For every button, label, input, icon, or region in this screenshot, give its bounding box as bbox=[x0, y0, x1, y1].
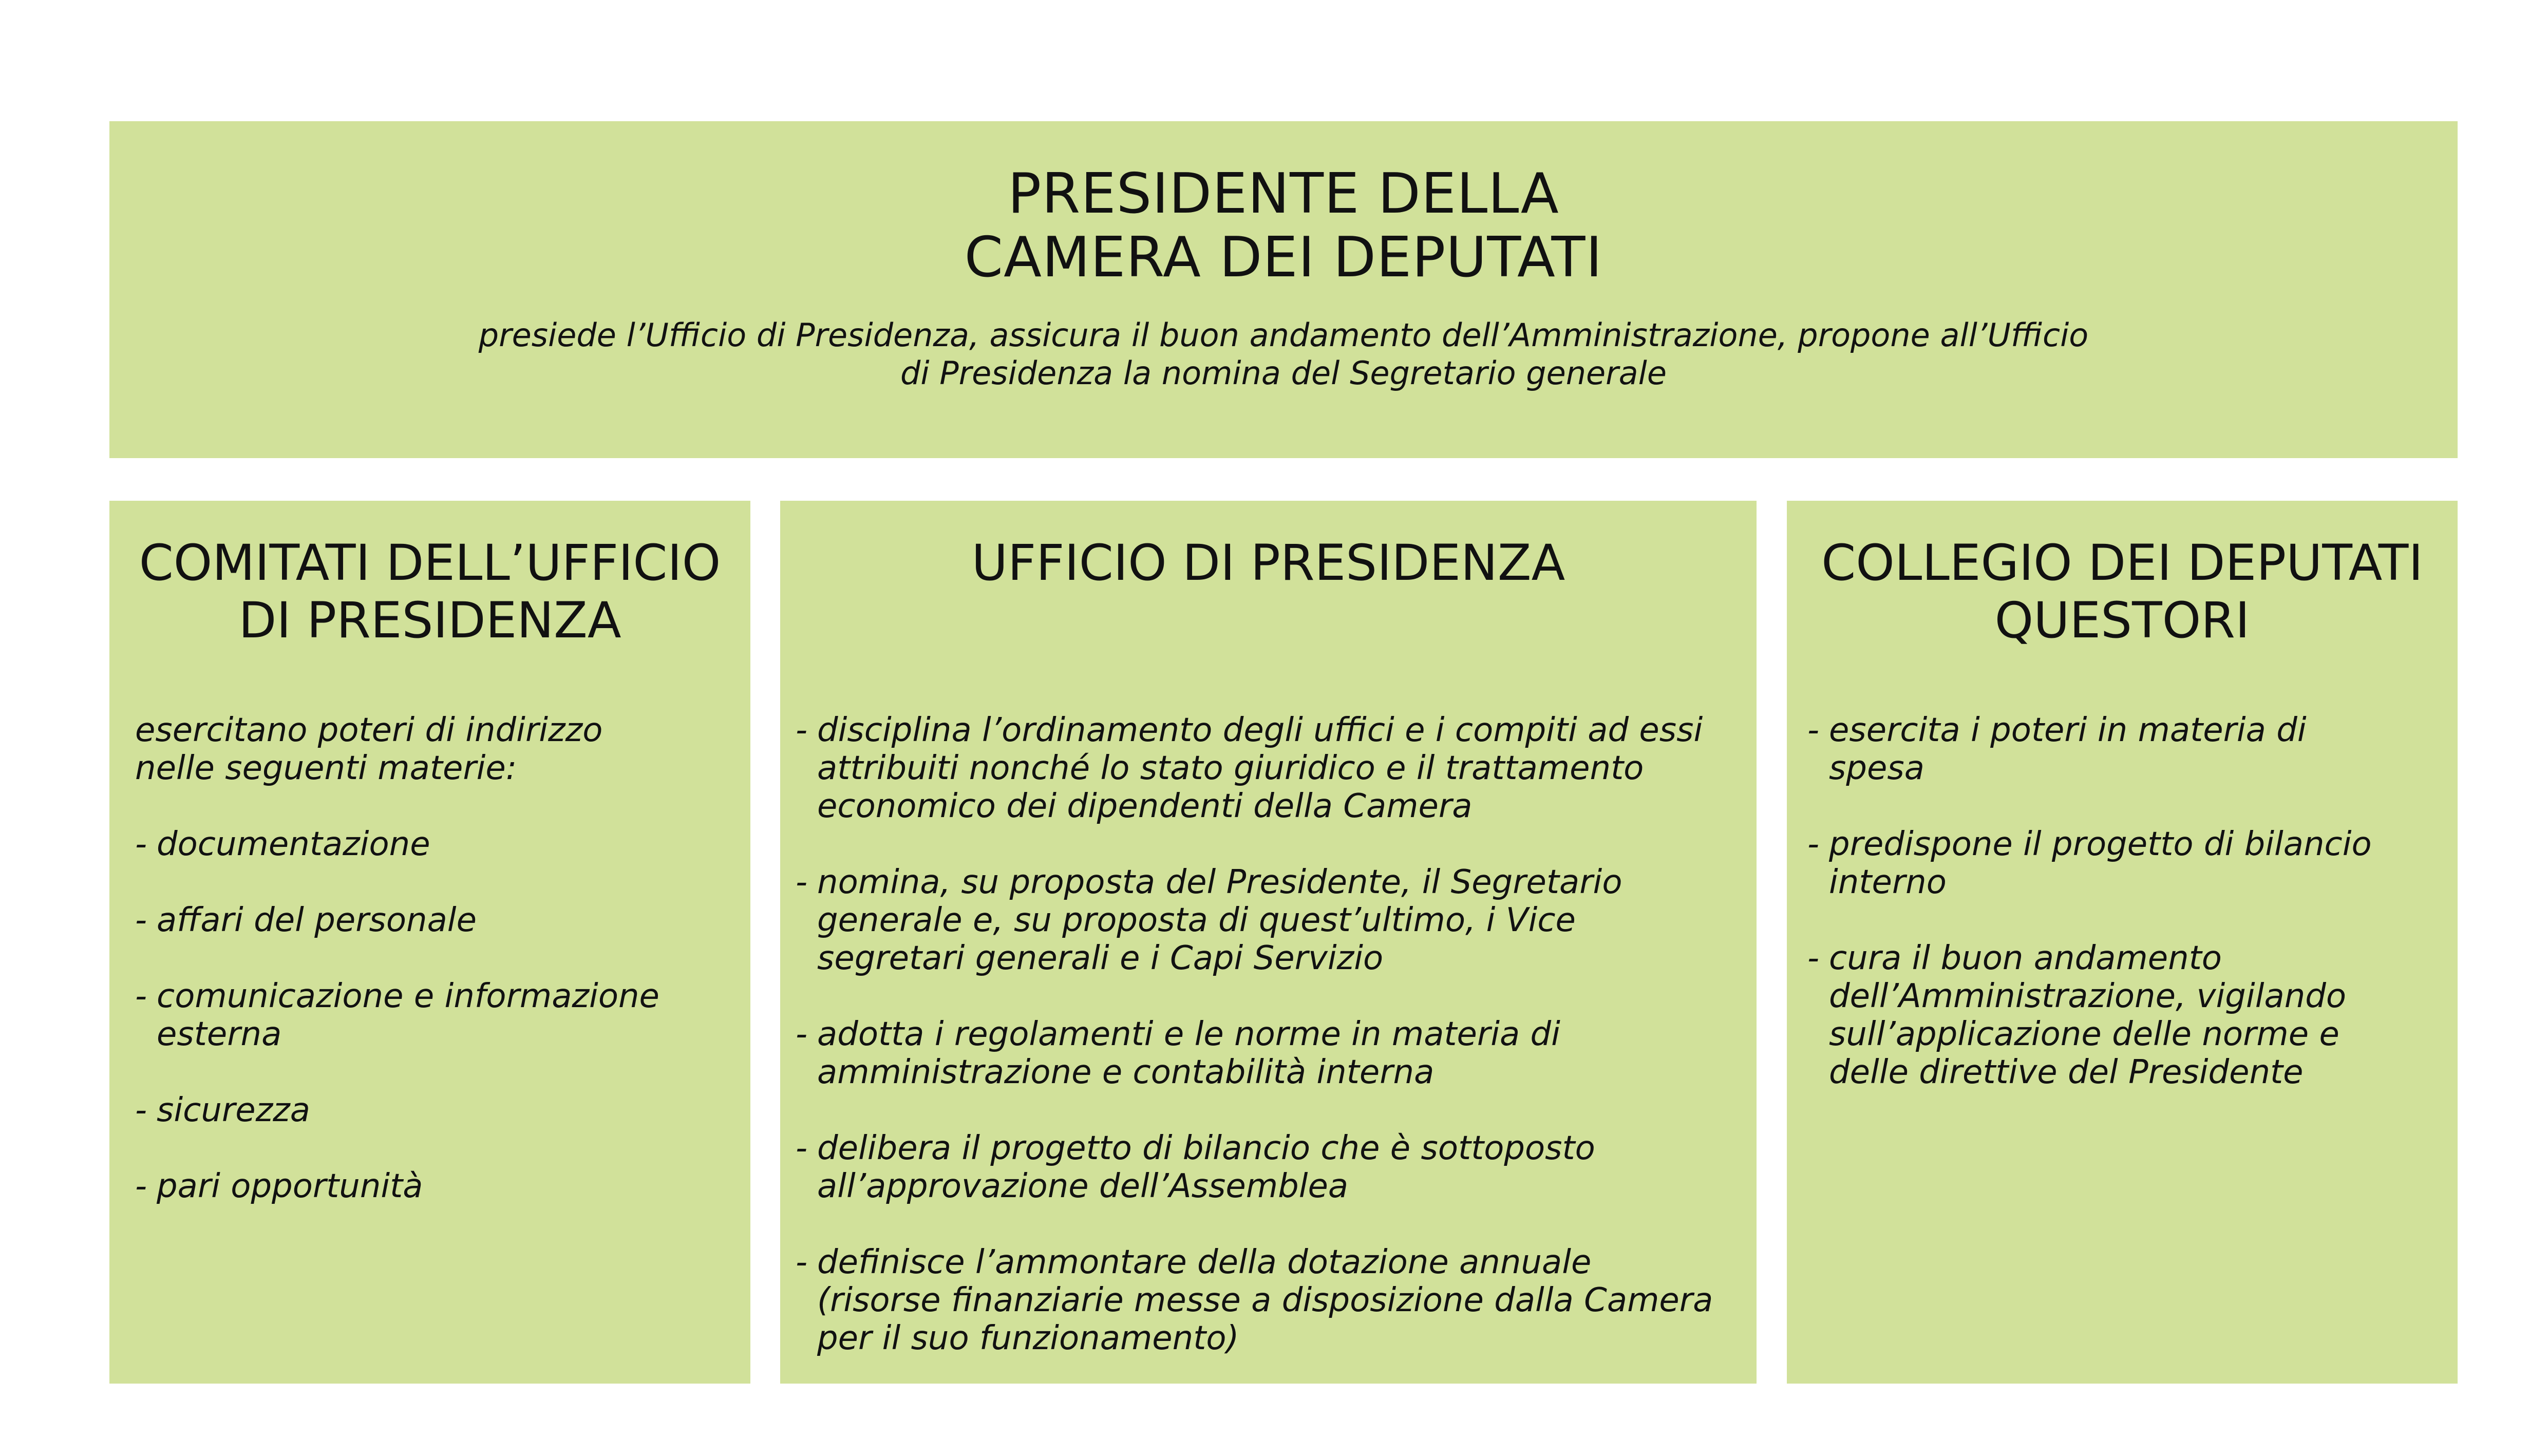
list-item: - pari opportunità bbox=[135, 1167, 735, 1205]
list-item: - adotta i regolamenti e le norme in materia di amministrazione e contabilità interna bbox=[796, 1015, 1746, 1091]
list-item: - predispone il progetto di bilancio interno bbox=[1807, 825, 2447, 901]
president-description-line2: di Presidenza la nomina del Segretario generale bbox=[900, 354, 1667, 392]
list-item: - cura il buon andamento dell’Amministrazione, vigilando sull’applicazione delle norme e delle direttive del Presidente bbox=[1807, 939, 2447, 1091]
list-item: - comunicazione e informazione esterna bbox=[135, 977, 735, 1053]
list-item: - definisce l’ammontare della dotazione annuale (risorse finanziarie messe a disposizione dalla Camera per il suo funzionamento) bbox=[796, 1243, 1746, 1357]
questors-box bbox=[1787, 501, 2458, 1384]
questors-title: COLLEGIO DEI DEPUTATI QUESTORI bbox=[1821, 534, 2423, 649]
list-item: - documentazione bbox=[135, 825, 735, 863]
committees-title: COMITATI DELL’UFFICIO DI PRESIDENZA bbox=[139, 534, 721, 649]
committees-list bbox=[135, 825, 735, 1205]
presidency-office-title: UFFICIO DI PRESIDENZA bbox=[971, 534, 1565, 592]
president-box bbox=[109, 121, 2458, 458]
president-title-line2: CAMERA DEI DEPUTATI bbox=[964, 225, 1603, 290]
list-item: - esercita i poteri in materia di spesa bbox=[1807, 711, 2447, 787]
presidency-office-box bbox=[780, 501, 1757, 1384]
committees-body bbox=[135, 711, 735, 1243]
list-item: - nomina, su proposta del Presidente, il Segretario generale e, su proposta di quest’ultimo, i Vice segretari generali e i Capi Servizio bbox=[796, 863, 1746, 977]
committees-box bbox=[109, 501, 750, 1384]
list-item: - sicurezza bbox=[135, 1091, 735, 1129]
committees-intro: esercitano poteri di indirizzo nelle seguenti materie: bbox=[135, 711, 603, 787]
president-description-line1: presiede l’Ufficio di Presidenza, assicura il buon andamento dell’Amministrazione, propone all’Ufficio bbox=[478, 316, 2089, 354]
list-item: - disciplina l’ordinamento degli uffici e i compiti ad essi attribuiti nonché lo stato giuridico e il trattamento economico dei dipendenti della Camera bbox=[796, 711, 1746, 825]
list-item: - affari del personale bbox=[135, 901, 735, 939]
questors-list bbox=[1807, 711, 2447, 1129]
president-title bbox=[109, 162, 2458, 290]
president-description bbox=[109, 316, 2458, 392]
list-item: - delibera il progetto di bilancio che è sottoposto all’approvazione dell’Assemblea bbox=[796, 1129, 1746, 1205]
presidency-office-list bbox=[796, 711, 1746, 1395]
president-title-line1: PRESIDENTE DELLA bbox=[1008, 162, 1559, 226]
